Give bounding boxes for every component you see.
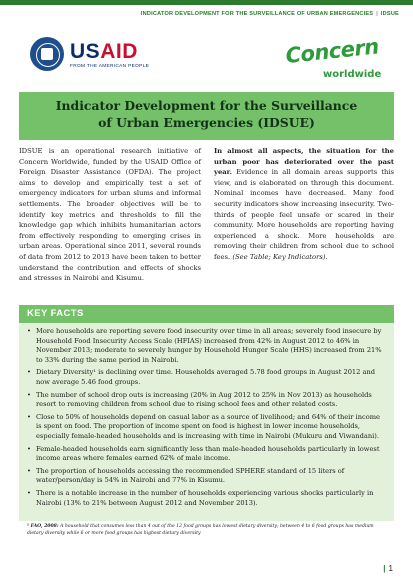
bullet-icon: • [27, 327, 31, 335]
usaid-wordmark: USAID [70, 40, 138, 63]
running-header [141, 11, 399, 17]
list-item: • Close to 50% of households depend on casual labor as a source of livelihood; and 64% of their income is spent on food. The proportion of income spent on food is highest in lower income households, especially female-headed households and is increasing with time in Nairobi (Mukuru and Viwandani). [27, 412, 380, 440]
intro-left-column: IDSUE is an operational research initiative of Concern Worldwide, funded by the USAID Office of Foreign Disaster Assistance (OFDA). The project aims to develop and empirically test a set of emergency indicators for urban slums and informal settlements. The broader objectives will be to identify key metrics and thresholds to fill the knowledge gap which inhibits humanitarian actors from effectively responding to emerging crises in urban areas. Operational since 2011, several rounds of data from 2012 to 2013 have been taken to better understand the contribution and effects of shocks and stresses in Nairobi and Kisumu. [19, 147, 201, 283]
header-bar [0, 0, 413, 26]
footnote-text: A household that consumes less than 4 out of the 12 food groups has lowest dietary diversity; between 4 to 6 food groups has medium dietary diversity while 6 or more food groups has highest dietary diversity [27, 524, 374, 536]
list-item: • More households are reporting severe food insecurity over time in all areas; severely food insecure by Household Food Insecurity Access Scale (HFIAS) increased from 42% in August 2012 to 46% in November 2013; moderate to severely hunger by Household Hunger Scale (HHS) increased from 21% to 33% during the same period in Nairobi. [27, 327, 382, 364]
list-item: • Female-headed households earn significantly less than male-headed households particularly in lowest income areas where females earned 62% of male income. [27, 444, 380, 463]
page-number-value: 1 [388, 564, 393, 573]
page-title [19, 97, 394, 131]
list-item: • The number of school drop outs is increasing (20% in Aug 2012 to 25% in Nov 2013) as households resort to removing children from school due to rising school fees and other related costs. [27, 390, 372, 409]
list-item: • There is a notable increase in the number of households experiencing various shocks particularly in Nairobi (13% to 21% between August 2012 and November 2013). [27, 488, 374, 507]
running-title: INDICATOR DEVELOPMENT FOR THE SURVEILLANCE OF URBAN EMERGENCIES [140, 11, 374, 17]
usaid-tagline: FROM THE AMERICAN PEOPLE [70, 64, 150, 69]
bullet-icon: • [27, 466, 31, 475]
key-facts-list [27, 327, 385, 511]
page-number [383, 564, 393, 573]
concern-wordmark: Concern [284, 34, 380, 68]
footnote-label: ¹ FAO, 2008: [27, 524, 59, 529]
header-separator: | [376, 11, 378, 17]
title-line-2: of Urban Emergencies (IDSUE) [98, 115, 315, 130]
concern-logo [283, 34, 383, 84]
key-facts-title: KEY FACTS [27, 308, 84, 319]
title-line-1: Indicator Development for the Surveillance [55, 98, 358, 113]
key-facts-box [19, 305, 394, 521]
bullet-icon: • [27, 390, 31, 399]
bullet-icon: • [27, 488, 31, 497]
intro-right-reference: (See Table; Key Indicators). [232, 252, 328, 261]
header-green-strip [0, 0, 413, 5]
bullet-icon: • [27, 368, 31, 377]
list-item: • The proportion of households accessing the recommended SPHERE standard of 15 liters of water/person/day is 54% in Nairobi and 77% in Kisumu. [27, 466, 345, 485]
title-band [19, 92, 394, 140]
header-code: IDSUE [380, 11, 399, 17]
list-item: • Dietary Diversity¹ is declining over time. Households averaged 5.78 food groups in August 2012 and now average 5.46 food groups. [27, 368, 375, 386]
intro-right-column [214, 146, 394, 263]
intro-right-body: Evidence in all domain areas supports this view, and is elaborated on through this document. Nominal incomes have decreased. Many food security indicators show increasing insecurity. Two-thirds of people feel unsafe or scared in their community. More households are reporting having experienced a shock. More households are removing their children from school due to school fees. [214, 168, 394, 261]
page-number-bar: | [383, 564, 386, 573]
key-facts-header [19, 305, 394, 323]
footnote [27, 524, 385, 537]
usaid-seal-icon [30, 37, 64, 71]
concern-subtitle: worldwide [323, 69, 382, 80]
usaid-logo [30, 35, 170, 77]
intro-right-lead: In almost all aspects, the situation for the urban poor has deteriorated over the past year. [214, 147, 394, 177]
bullet-icon: • [27, 444, 31, 453]
bullet-icon: • [27, 412, 31, 421]
